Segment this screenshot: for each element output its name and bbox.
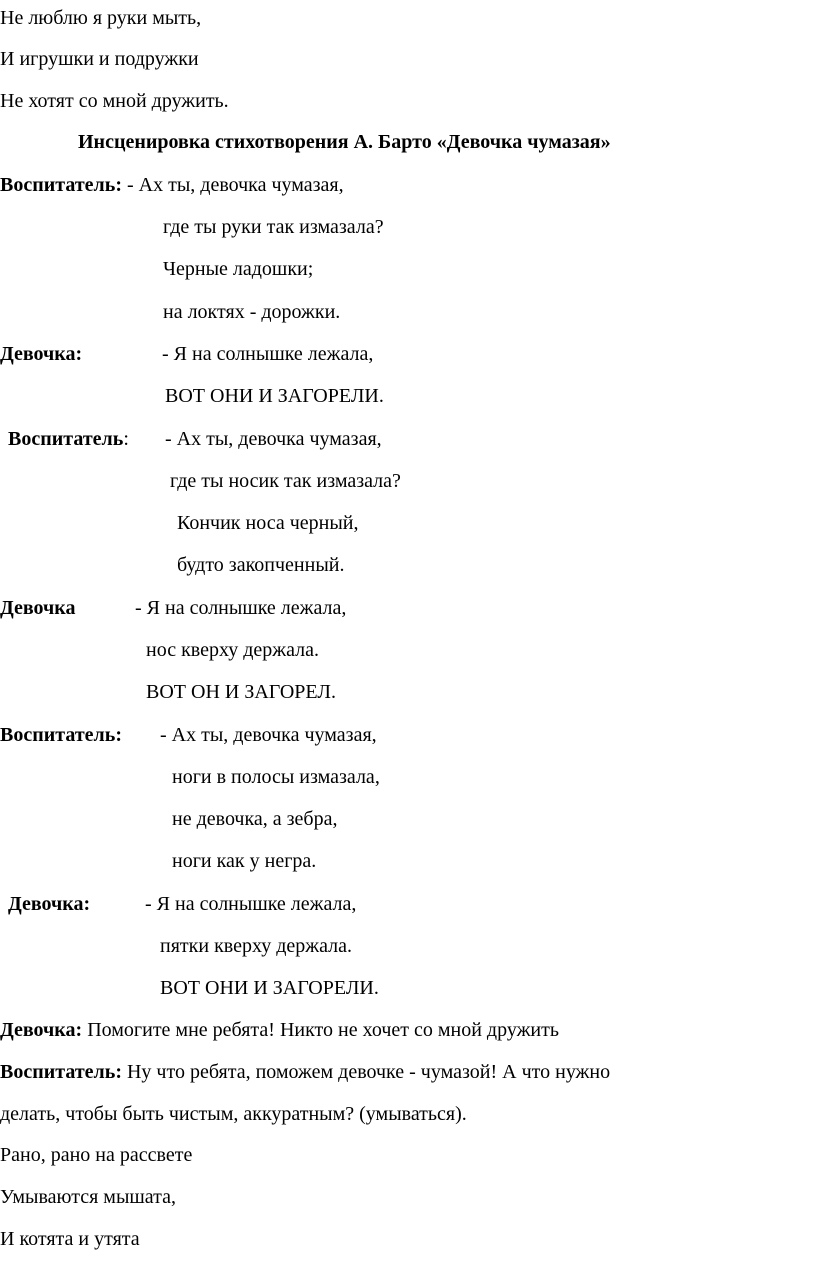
speaker-label: Воспитатель: (0, 174, 122, 196)
scene6-first-line (8, 892, 357, 916)
speaker-label: Девочка: (0, 343, 83, 365)
verse-line: Кончик носа черный, (177, 512, 359, 534)
scene1-first-line (0, 173, 344, 197)
speaker-label: Воспитатель: (0, 1061, 122, 1083)
verse-line: Черные ладошки; (163, 258, 314, 280)
scene5-first-line (0, 723, 377, 747)
verse-line: будто закопченный. (177, 554, 345, 576)
verse-line: ноги в полосы измазала, (172, 766, 380, 788)
speaker-label: Воспитатель: (0, 724, 122, 746)
dialogue-text: - Ах ты, девочка чумазая, (121, 174, 344, 196)
girl-plea-line (0, 1018, 559, 1042)
scene4-first-line (0, 596, 347, 620)
teacher-question-continuation: делать, чтобы быть чистым, аккуратным? (умываться). (0, 1103, 467, 1125)
speaker-label: Девочка: (8, 893, 91, 915)
verse-line: ВОТ ОНИ И ЗАГОРЕЛИ. (165, 385, 384, 407)
outro-line-3: И котята и утята (0, 1228, 140, 1250)
outro-line-2: Умываются мышата, (0, 1186, 177, 1208)
intro-line-1: Не люблю я руки мыть, (0, 7, 202, 29)
verse-line: где ты руки так измазала? (163, 216, 384, 238)
dialogue-text: - Я на солнышке лежала, (135, 597, 347, 619)
dialogue-text: - Ах ты, девочка чумазая, (160, 724, 377, 746)
intro-line-3: Не хотят со мной дружить. (0, 90, 229, 112)
verse-line: не девочка, а зебра, (172, 808, 338, 830)
dialogue-text: - Ах ты, девочка чумазая, (165, 428, 382, 450)
verse-line: ВОТ ОНИ И ЗАГОРЕЛИ. (160, 977, 379, 999)
scene2-first-line (0, 342, 374, 366)
scene3-first-line (8, 427, 382, 451)
dialogue-text: - Я на солнышке лежала, (145, 893, 357, 915)
speaker-colon: : (123, 428, 129, 450)
verse-line: ноги как у негра. (172, 850, 317, 872)
page-title: Инсценировка стихотворения А. Барто «Девочка чумазая» (78, 131, 611, 153)
verse-line: пятки кверху держала. (160, 935, 353, 957)
outro-line-1: Рано, рано на рассвете (0, 1144, 193, 1166)
verse-line: нос кверху держала. (146, 639, 320, 661)
dialogue-text: Помогите мне ребята! Никто не хочет со мной дружить (82, 1019, 559, 1041)
intro-line-2: И игрушки и подружки (0, 48, 199, 70)
teacher-question-line (0, 1060, 610, 1084)
dialogue-text: - Я на солнышке лежала, (162, 343, 374, 365)
verse-line: ВОТ ОН И ЗАГОРЕЛ. (146, 681, 336, 703)
speaker-label: Воспитатель (8, 428, 124, 450)
speaker-label: Девочка (0, 597, 76, 619)
speaker-label: Девочка: (0, 1019, 83, 1041)
verse-line: где ты носик так измазала? (170, 470, 401, 492)
dialogue-text: Ну что ребята, поможем девочке - чумазой! А что нужно (121, 1061, 611, 1083)
verse-line: на локтях - дорожки. (163, 301, 341, 323)
